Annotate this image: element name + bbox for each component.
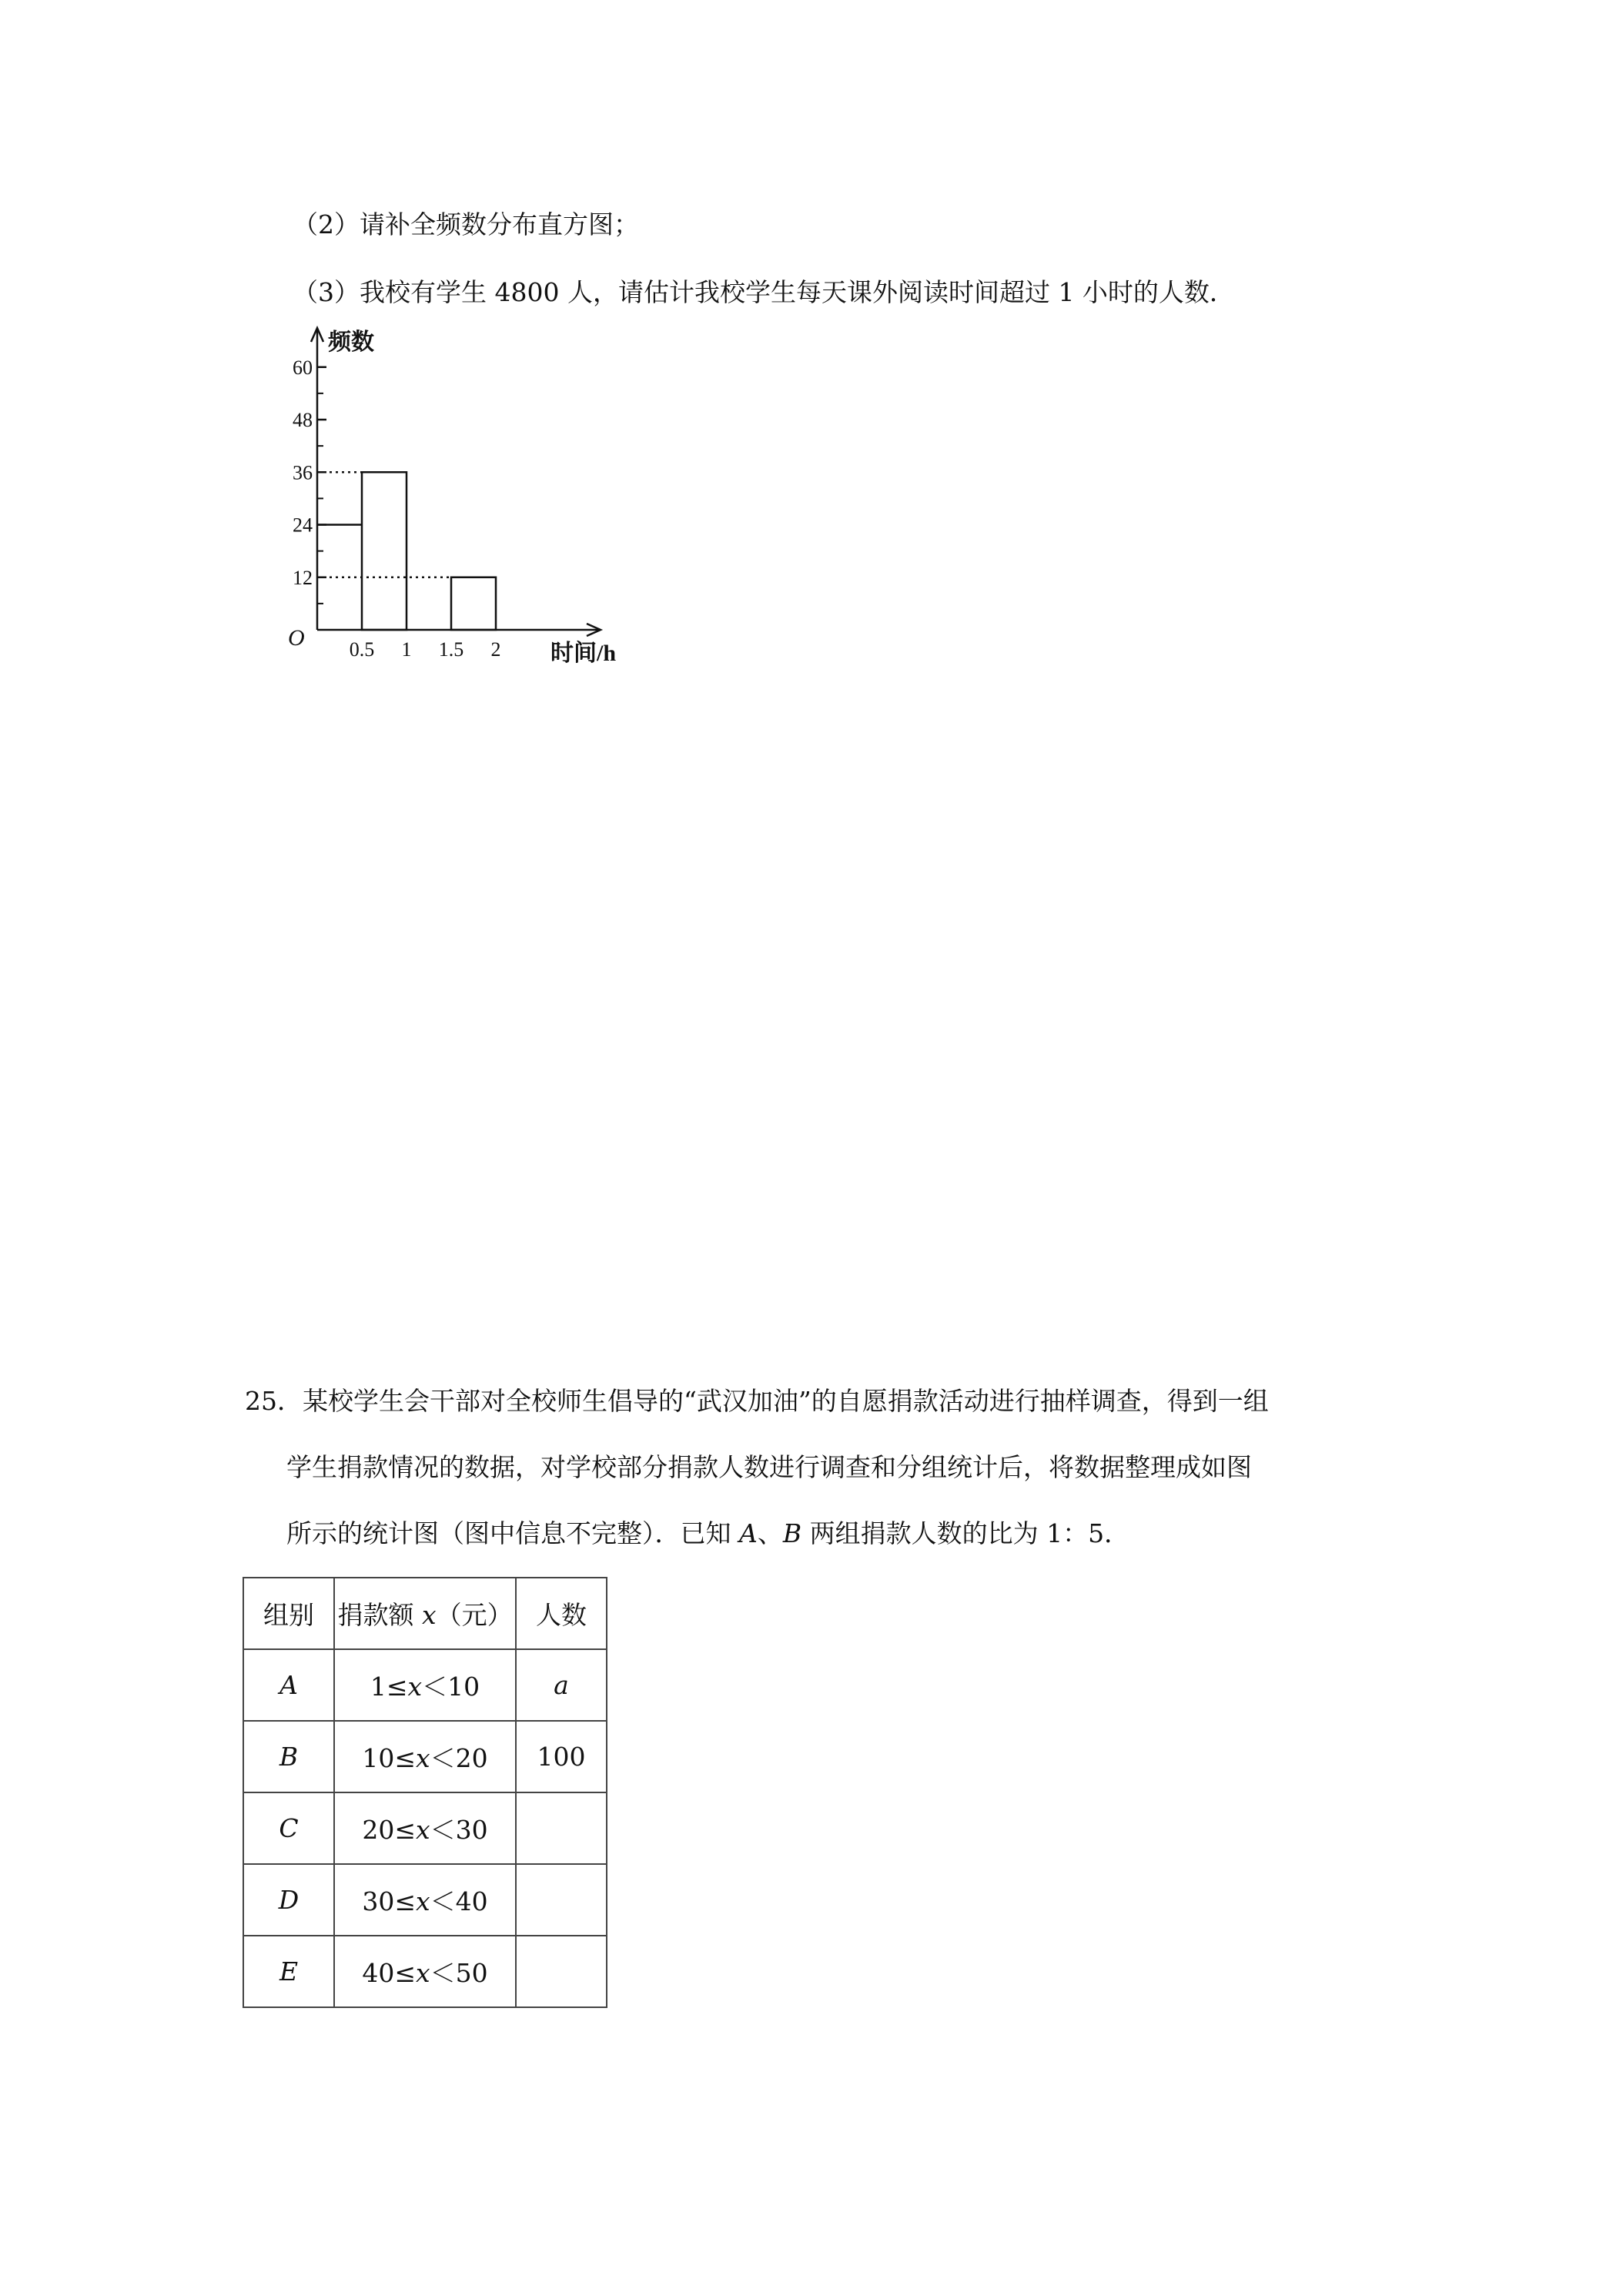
amount-hi: ＜40 bbox=[430, 1886, 488, 1916]
header-amount-post: （元） bbox=[436, 1600, 513, 1630]
header-amount-pre: 捐款额 bbox=[337, 1600, 422, 1630]
y-tick-label-60: 60 bbox=[293, 356, 313, 379]
table-header-row bbox=[243, 1578, 607, 1649]
problem-25-line-1: 25．某校学生会干部对全校师生倡导的“武汉加油”的自愿捐款活动进行抽样调查，得到一组 bbox=[245, 1386, 1269, 1416]
cell-amount bbox=[334, 1936, 516, 2007]
var-b: B bbox=[782, 1518, 802, 1548]
cell-group: B bbox=[243, 1721, 334, 1792]
cell-amount bbox=[334, 1864, 516, 1936]
table-row bbox=[243, 1864, 607, 1936]
line-3-pre: 所示的统计图（图中信息不完整）．已知 bbox=[286, 1518, 739, 1548]
header-amount-var: x bbox=[421, 1600, 437, 1630]
y-tick-label-12: 12 bbox=[293, 566, 313, 589]
donation-table bbox=[243, 1577, 607, 2008]
cell-count bbox=[516, 1864, 607, 1936]
amount-hi: ＜30 bbox=[430, 1815, 488, 1845]
cell-count bbox=[516, 1792, 607, 1864]
bar-0.5-1 bbox=[362, 472, 407, 630]
amount-lo: 20≤ bbox=[362, 1815, 417, 1845]
y-axis-label: 频数 bbox=[328, 330, 374, 355]
cell-count: 100 bbox=[516, 1721, 607, 1792]
cell-amount bbox=[334, 1721, 516, 1792]
cell-group: A bbox=[243, 1649, 334, 1721]
amount-var: x bbox=[416, 1815, 430, 1845]
amount-lo: 40≤ bbox=[362, 1958, 417, 1988]
header-group: 组别 bbox=[243, 1578, 334, 1649]
header-count: 人数 bbox=[516, 1578, 607, 1649]
amount-lo: 1≤ bbox=[370, 1672, 408, 1702]
amount-hi: ＜20 bbox=[430, 1743, 488, 1773]
header-amount bbox=[334, 1578, 516, 1649]
x-tick-label-0.5: 0.5 bbox=[349, 638, 375, 661]
amount-lo: 30≤ bbox=[362, 1886, 417, 1916]
sep: 、 bbox=[757, 1518, 783, 1548]
amount-var: x bbox=[416, 1743, 430, 1773]
table-row bbox=[243, 1649, 607, 1721]
problem-25-line-2: 学生捐款情况的数据，对学校部分捐款人数进行调查和分组统计后，将数据整理成如图 bbox=[286, 1452, 1252, 1482]
cell-group: E bbox=[243, 1936, 334, 2007]
question-2-text: （2）请补全频数分布直方图； bbox=[293, 209, 639, 239]
cell-group: C bbox=[243, 1792, 334, 1864]
amount-hi: ＜50 bbox=[430, 1958, 488, 1988]
line-3-post: 两组捐款人数的比为 1：5． bbox=[801, 1518, 1130, 1548]
amount-var: x bbox=[407, 1672, 423, 1702]
x-tick-label-2: 2 bbox=[490, 638, 501, 661]
frequency-histogram bbox=[277, 322, 678, 676]
table-row bbox=[243, 1721, 607, 1792]
y-tick-label-36: 36 bbox=[293, 461, 313, 484]
cell-count bbox=[516, 1936, 607, 2007]
amount-var: x bbox=[416, 1886, 430, 1916]
amount-var: x bbox=[416, 1958, 430, 1988]
amount-lo: 10≤ bbox=[362, 1743, 417, 1773]
cell-count: a bbox=[516, 1649, 607, 1721]
y-tick-label-24: 24 bbox=[293, 514, 313, 537]
cell-group: D bbox=[243, 1864, 334, 1936]
var-a: A bbox=[739, 1518, 758, 1548]
table-row bbox=[243, 1936, 607, 2007]
question-3-text: （3）我校有学生 4800 人，请估计我校学生每天课外阅读时间超过 1 小时的人数． bbox=[293, 277, 1235, 307]
amount-hi: ＜10 bbox=[422, 1672, 480, 1702]
x-tick-label-1.5: 1.5 bbox=[438, 638, 464, 661]
problem-25-line-3 bbox=[286, 1518, 1129, 1549]
cell-amount bbox=[334, 1792, 516, 1864]
table-row bbox=[243, 1792, 607, 1864]
cell-amount bbox=[334, 1649, 516, 1721]
x-axis-label: 时间/h bbox=[550, 641, 617, 666]
y-tick-label-48: 48 bbox=[293, 409, 313, 431]
origin-label: O bbox=[288, 625, 305, 651]
bar-1.5-2 bbox=[451, 577, 496, 630]
x-tick-label-1: 1 bbox=[401, 638, 412, 661]
